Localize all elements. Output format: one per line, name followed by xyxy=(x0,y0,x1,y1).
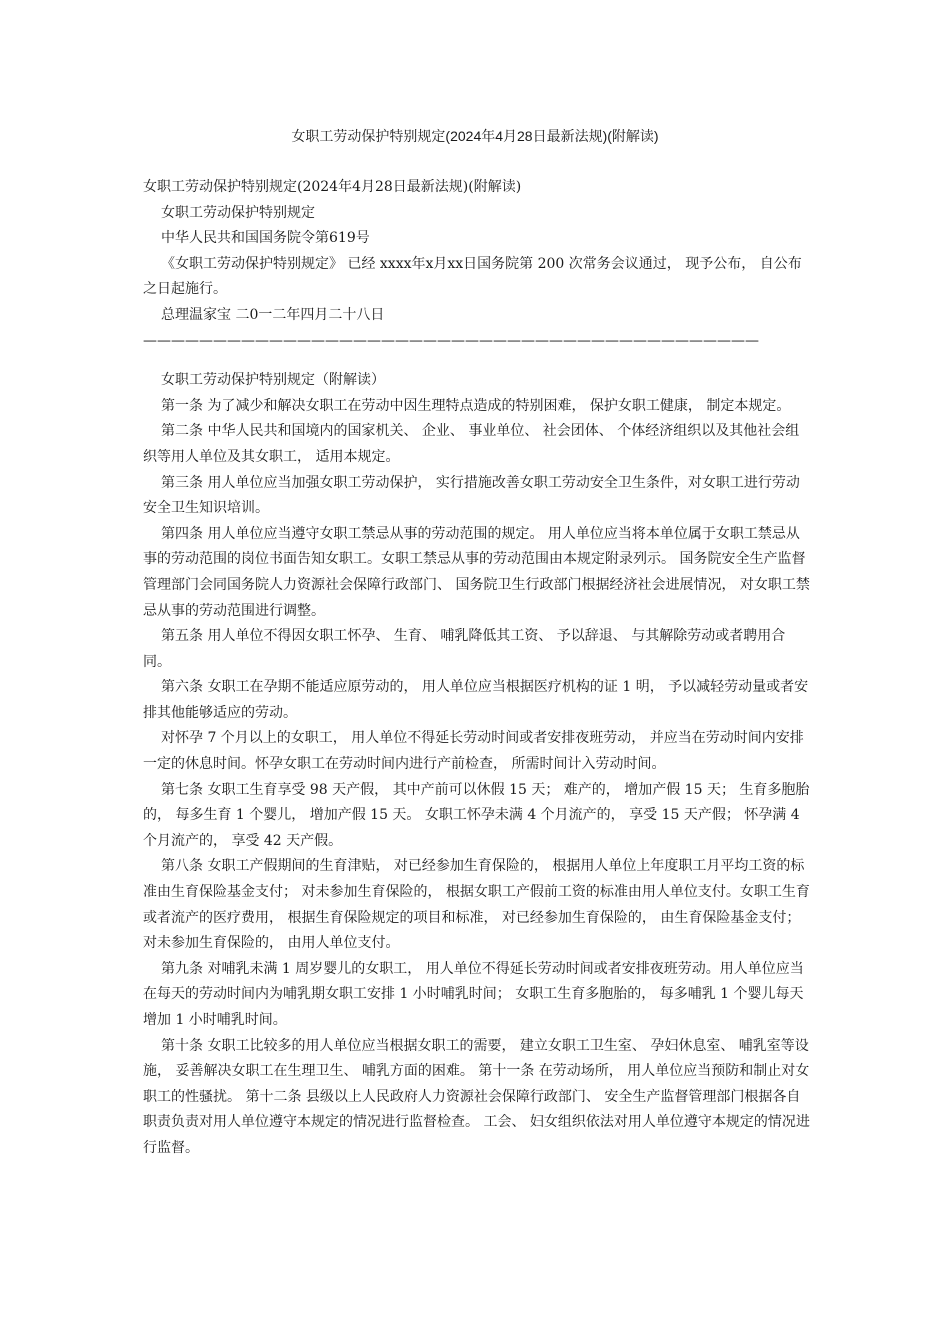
header-line-decree-number: 中华人民共和国国务院令第619号 xyxy=(161,230,370,247)
header-line-regulation-name: 女职工劳动保护特别规定 xyxy=(161,204,315,221)
article-6-paragraph-2: 对怀孕 7 个月以上的女职工， 用人单位不得延长劳动时间或者安排夜班劳动， 并应当在劳动时间内安排一定的休息时间。怀孕女职工在劳动时间内进行产前检查， 所需时间计入劳动时间。 xyxy=(143,730,804,773)
article-2: 第二条 中华人民共和国境内的国家机关、 企业、 事业单位、 社会团体、 个体经济组织以及其他社会组织等用人单位及其女职工， 适用本规定。 xyxy=(143,423,800,465)
section-gap xyxy=(143,354,813,368)
header-line-full-title: 女职工劳动保护特别规定(2024年4月28日最新法规)(附解读) xyxy=(143,179,522,195)
document-body xyxy=(143,175,813,1162)
header-line-promulgation: 《女职工劳动保护特别规定》 已经 xxxx年x月xx日国务院第 200 次常务会议通过， 现予公布， 自公布之日起施行。 xyxy=(143,255,802,298)
article-1: 第一条 为了减少和解决女职工在劳动中因生理特点造成的特别困难， 保护女职工健康， 制定本规定。 xyxy=(161,397,791,414)
article-8: 第八条 女职工产假期间的生育津贴， 对已经参加生育保险的， 根据用人单位上年度职工月平均工资的标准由生育保险基金支付； 对未参加生育保险的， 根据女职工产假前工资的标准由用人单位支付。女职工生育或者流产的医疗费用， 根据生育保险规定的项目和标准， 对已经参加生育保险的， 由生育保险基金支付； 对未参加生育保险的， 由用人单位支付。 xyxy=(143,858,810,952)
article-7: 第七条 女职工生育享受 98 天产假， 其中产前可以休假 15 天； 难产的， 增加产假 15 天； 生育多胞胎的， 每多生育 1 个婴儿， 增加产假 15 天。 女职工怀孕未满 4 个月流产的， 享受 15 天产假； 怀孕满 4 个月流产的， 享受 42 天产假。 xyxy=(143,781,810,849)
header-line-signature: 总理温家宝 二0一二年四月二十八日 ———————————————————————————————————————————— xyxy=(143,306,759,349)
article-5: 第五条 用人单位不得因女职工怀孕、 生育、 哺乳降低其工资、 予以辞退、 与其解除劳动或者聘用合同。 xyxy=(143,628,786,670)
article-6: 第六条 女职工在孕期不能适应原劳动的， 用人单位应当根据医疗机构的证 1 明， 予以减轻劳动量或者安排其他能够适应的劳动。 xyxy=(143,679,809,721)
article-9: 第九条 对哺乳未满 1 周岁婴儿的女职工， 用人单位不得延长劳动时间或者安排夜班劳动。用人单位应当在每天的劳动时间内为哺乳期女职工安排 1 小时哺乳时间； 女职工生育多胞胎的， 每多哺乳 1 个婴儿每天增加 1 小时哺乳时间。 xyxy=(143,960,804,1028)
article-4: 第四条 用人单位应当遵守女职工禁忌从事的劳动范围的规定。 用人单位应当将本单位属于女职工禁忌从事的劳动范围的岗位书面告知女职工。女职工禁忌从事的劳动范围由本规定附录列示。 国务院安全生产监督管理部门会同国务院人力资源社会保障行政部门、 国务院卫生行政部门根据经济社会进展情况， 对女职工禁忌从事的劳动范围进行调整。 xyxy=(143,525,810,619)
section-heading: 女职工劳动保护特别规定（附解读） xyxy=(161,372,385,389)
article-3: 第三条 用人单位应当加强女职工劳动保护， 实行措施改善女职工劳动安全卫生条件，对女职工进行劳动安全卫生知识培训。 xyxy=(143,474,800,517)
page-title: 女职工劳动保护特别规定(2024年4月28日最新法规)(附解读) xyxy=(291,128,659,144)
article-10-12: 第十条 女职工比较多的用人单位应当根据女职工的需要， 建立女职工卫生室、 孕妇休息室、 哺乳室等设施， 妥善解决女职工在生理卫生、 哺乳方面的困难。 第十一条 在劳动场所， 用人单位应当预防和制止对女职工的性骚扰。 第十二条 县级以上人民政府人力资源社会保障行政部门、 安全生产监督管理部门根据各自职责负责对用人单位遵守本规定的情况进行监督检查。 工会、 妇女组织依法对用人单位遵守本规定的情况进行监督。 xyxy=(143,1037,810,1156)
